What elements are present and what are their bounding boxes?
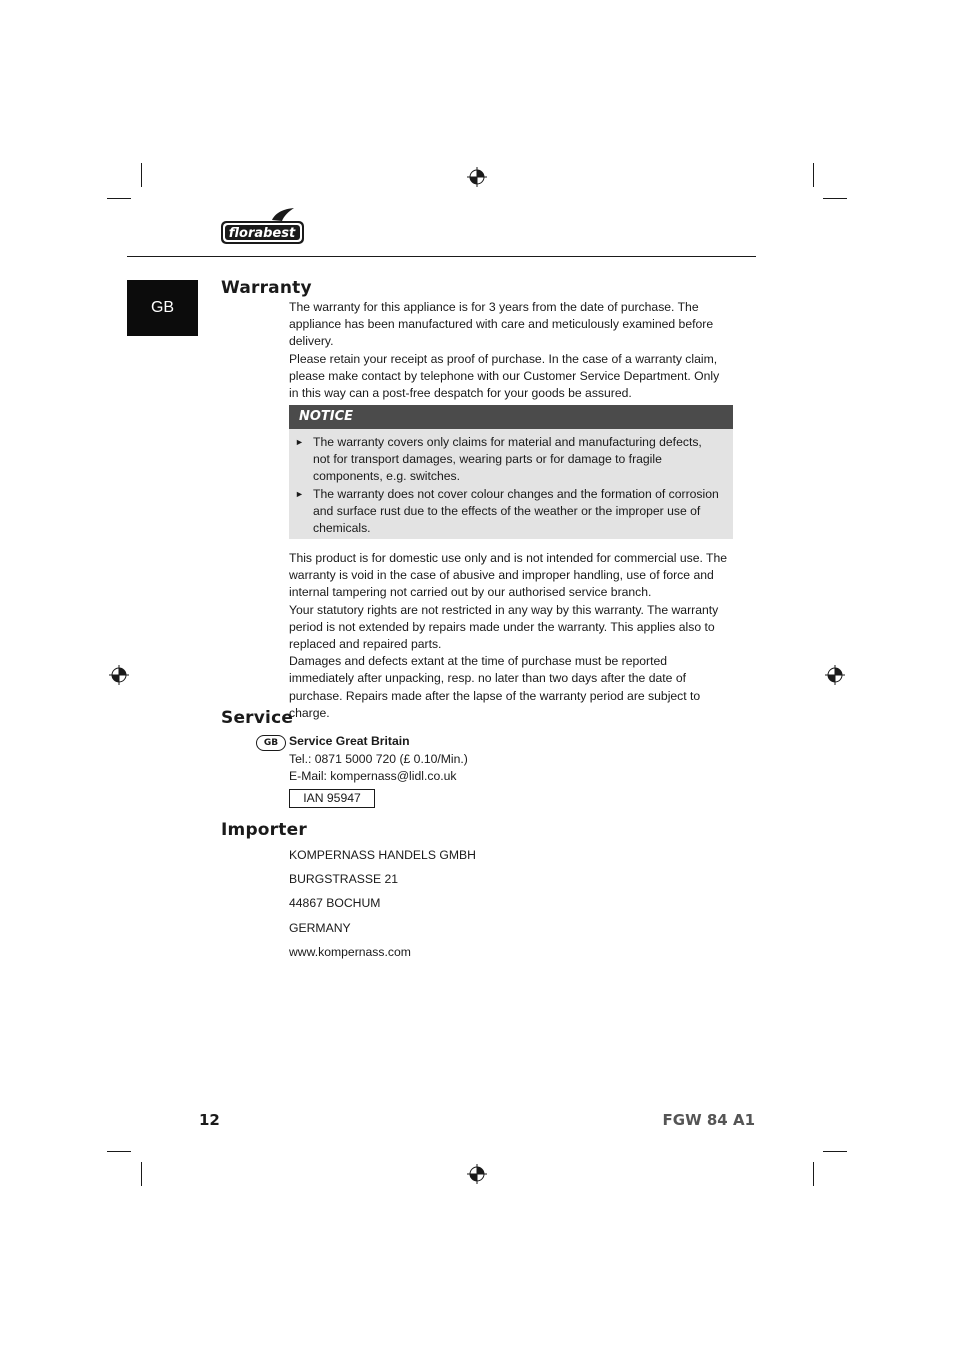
paragraph: The warranty for this appliance is for 3 years from the date of purchase. The appliance has been manufactured with care and meticulously examined before delivery. xyxy=(289,300,714,349)
florabest-logo xyxy=(220,208,306,246)
arrow-right-icon: ► xyxy=(295,437,304,447)
service-heading: Service xyxy=(221,708,294,728)
importer-company: KOMPERNASS HANDELS GMBH xyxy=(289,848,476,862)
crop-mark xyxy=(823,1151,847,1152)
header-rule xyxy=(127,256,756,257)
importer-city: 44867 BOCHUM xyxy=(289,896,381,910)
notice-title: NOTICE xyxy=(289,405,733,429)
registration-mark-icon xyxy=(467,1164,487,1184)
crop-mark xyxy=(141,1162,142,1186)
importer-street: BURGSTRASSE 21 xyxy=(289,872,399,886)
model-number: FGW 84 A1 xyxy=(662,1111,755,1129)
page-number: 12 xyxy=(199,1111,220,1129)
crop-mark xyxy=(141,163,142,187)
service-phone: Tel.: 0871 5000 720 (£ 0.10/Min.) xyxy=(289,752,468,766)
registration-mark-icon xyxy=(467,167,487,187)
notice-item-text: The warranty does not cover colour changes and the formation of corrosion and surface rust due to the effects of the weather or the improper use of chemicals. xyxy=(313,486,719,536)
notice-item-text: The warranty covers only claims for material and manufacturing defects, not for transport damages, wearing parts or for damage to fragile components, e.g. switches. xyxy=(313,435,702,484)
notice-item xyxy=(295,434,719,486)
notice-box xyxy=(289,405,733,539)
arrow-right-icon: ► xyxy=(295,488,304,499)
language-tab: GB xyxy=(127,280,198,336)
importer-website: www.kompernass.com xyxy=(289,945,411,959)
country-badge: GB xyxy=(256,735,286,751)
crop-mark xyxy=(107,198,131,199)
paragraph: This product is for domestic use only and is not intended for commercial use. The warranty is void in the case of abusive and improper handling, use of force and internal tampering not carried out by our authorised service branch. xyxy=(289,551,728,600)
ian-code: IAN 95947 xyxy=(289,789,375,808)
service-title: Service Great Britain xyxy=(289,734,410,748)
crop-mark xyxy=(823,198,847,199)
crop-mark xyxy=(813,163,814,187)
paragraph: Please retain your receipt as proof of purchase. In the case of a warranty claim, please make contact by telephone with our Customer Service Department. Only in this way can a post-free despatch for your goods be assured. xyxy=(289,351,720,401)
registration-mark-icon xyxy=(825,665,845,685)
service-email: E-Mail: kompernass@lidl.co.uk xyxy=(289,769,457,783)
warranty-intro xyxy=(289,299,729,402)
logo-text: florabest xyxy=(228,226,296,241)
crop-mark xyxy=(107,1151,131,1152)
notice-list xyxy=(289,429,733,537)
notice-item xyxy=(295,486,719,538)
registration-mark-icon xyxy=(109,665,129,685)
importer-country: GERMANY xyxy=(289,921,351,935)
warranty-body xyxy=(289,550,729,722)
crop-mark xyxy=(813,1162,814,1186)
warranty-heading: Warranty xyxy=(221,278,312,298)
importer-heading: Importer xyxy=(221,820,307,840)
paragraph: Your statutory rights are not restricted in any way by this warranty. The warranty period is not extended by repairs made under the warranty. This applies also to replaced and repaired parts. xyxy=(289,602,719,652)
paragraph: Damages and defects extant at the time of purchase must be reported immediately after unpacking, resp. no later than two days after the date of purchase. Repairs made after the lapse of the warranty period are subject to charge. xyxy=(289,654,701,720)
